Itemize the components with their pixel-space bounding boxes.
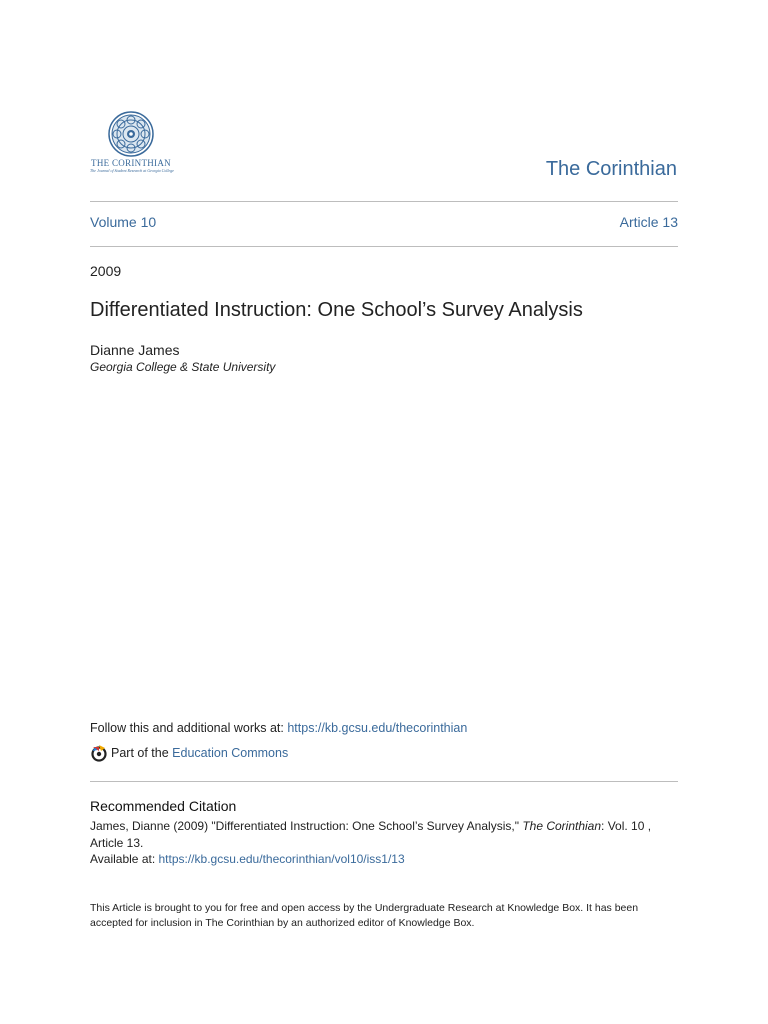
issue-row xyxy=(90,214,678,230)
education-commons-link[interactable]: Education Commons xyxy=(172,746,289,760)
corinthian-seal-icon xyxy=(108,111,154,157)
citation-volume: : Vol. 10 , Article 13. xyxy=(90,819,652,850)
volume-link[interactable]: Volume 10 xyxy=(90,214,157,230)
network-logo-icon xyxy=(90,744,108,762)
publication-year: 2009 xyxy=(90,263,122,279)
part-of-line xyxy=(90,744,288,762)
article-title: Differentiated Instruction: One School’s Survey Analysis xyxy=(90,299,583,321)
logo-text: THE CORINTHIAN xyxy=(91,158,171,168)
access-notice: This Article is brought to you for free and open access by the Undergraduate Research at Knowledge Box. It has been accepted for inclusion in The Corinthian by an authorized editor of Knowledge Box. xyxy=(90,902,639,929)
citation-text: James, Dianne (2009) "Differentiated Instruction: One School’s Survey Analysis," xyxy=(90,819,519,833)
available-label: Available at: xyxy=(90,852,156,866)
follow-url-link[interactable]: https://kb.gcsu.edu/thecorinthian xyxy=(287,721,468,735)
recommended-citation-heading: Recommended Citation xyxy=(90,798,237,814)
part-of-label: Part of the xyxy=(111,746,169,760)
follow-label: Follow this and additional works at: xyxy=(90,721,284,735)
logo-subtext: The Journal of Student Research at Georgia College xyxy=(90,168,175,173)
author-affiliation: Georgia College & State University xyxy=(90,360,276,374)
header-divider xyxy=(90,201,678,202)
footer-divider xyxy=(90,781,678,782)
author-name: Dianne James xyxy=(90,342,180,358)
issue-divider xyxy=(90,246,678,247)
follow-line xyxy=(90,721,467,735)
journal-logo[interactable] xyxy=(90,111,175,181)
citation-block xyxy=(90,818,680,868)
citation-journal: The Corinthian xyxy=(522,819,602,833)
article-link[interactable]: Article 13 xyxy=(619,214,678,230)
article-url-link[interactable]: https://kb.gcsu.edu/thecorinthian/vol10/iss1/13 xyxy=(158,852,405,866)
journal-title-link[interactable]: The Corinthian xyxy=(545,158,677,180)
